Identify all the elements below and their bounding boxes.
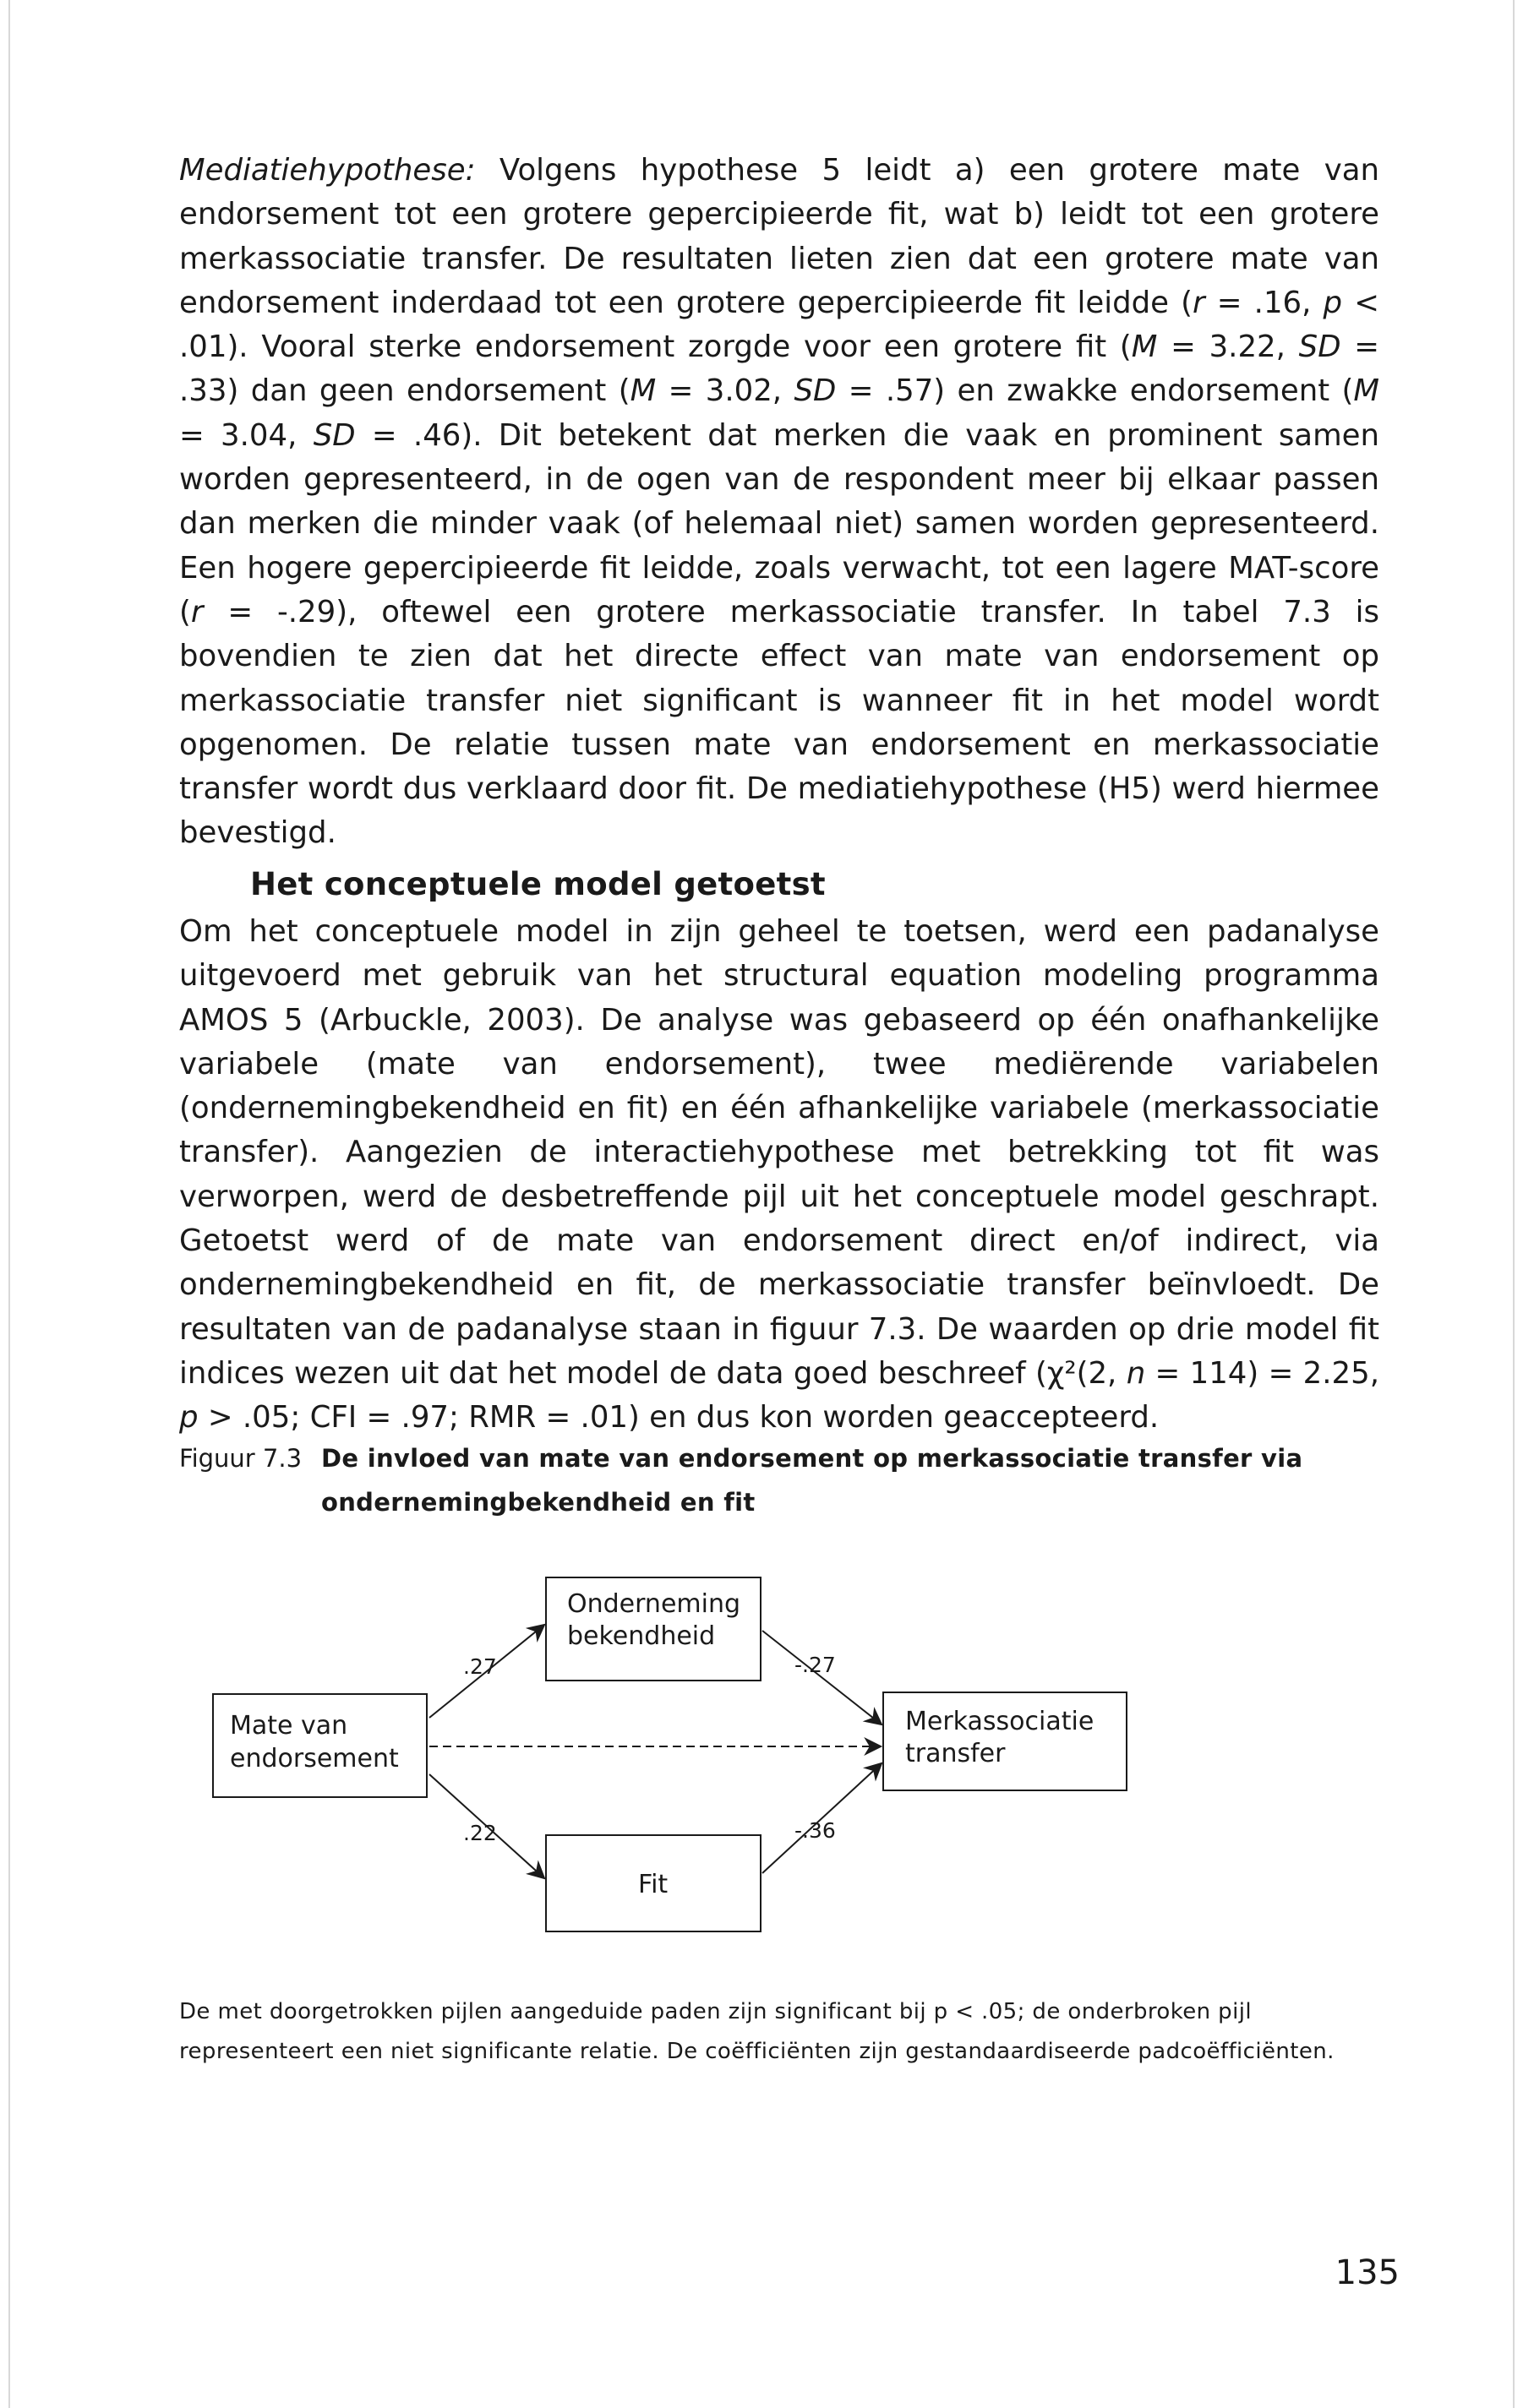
paragraph-text: = .16, bbox=[1204, 285, 1324, 320]
box-label-line: Mate van bbox=[230, 1711, 348, 1741]
arrow-onderneming-to-merkassociatie bbox=[762, 1631, 882, 1724]
stat-symbol: M bbox=[1353, 373, 1379, 409]
paragraph-text: = 3.02, bbox=[656, 373, 794, 409]
box-label-line: transfer bbox=[905, 1739, 1006, 1768]
stat-symbol: r bbox=[1193, 285, 1205, 320]
box-onderneming-bekendheid bbox=[546, 1577, 761, 1681]
page-number: 135 bbox=[1335, 2253, 1400, 2292]
box-label-line: endorsement bbox=[230, 1744, 399, 1773]
paragraph-text: < .01). Vooral sterke endorsement zorgde voor een grotere fit ( bbox=[179, 285, 1379, 365]
paragraph-text: = .46). Dit betekent dat merken die vaak en prominent samen worden gepresenteerd, in de ogen van de respondent meer bij elkaar passen dan merken die minder vaak (of helemaal niet) samen worden gepresenteerd. Een hogere gepercipieerde fit leidde, zoals verwacht, tot een lagere MAT-score ( bbox=[179, 417, 1379, 629]
stat-symbol: p bbox=[179, 1400, 199, 1436]
paragraph-text: = 114) = 2.25, bbox=[1145, 1355, 1379, 1391]
stat-symbol: p bbox=[1323, 285, 1343, 320]
paragraph-text: Om het conceptuele model in zijn geheel te toetsen, werd een padanalyse uitgevoerd met gebruik van het structural equation modeling programma AMOS 5 (Arbuckle, 2003). De analyse was gebaseerd op één onafhankelijke variabele (mate van endorsement), twee mediërende variabelen (ondernemingbekendheid en fit) en één afhankelijke variabele (merkassociatie transfer). Aangezien de interactiehypothese met betrekking tot fit was verworpen, werd de desbetreffende pijl uit het conceptuele model geschrapt. Getoetst werd of de mate van endorsement direct en/of indirect, via ondernemingbekendheid en fit, de merkassociatie transfer beïnvloedt. De resultaten van de padanalyse staan in figuur 7.3. De waarden op drie model fit indices wezen uit dat het model de data goed beschreef (χ²(2, bbox=[179, 914, 1379, 1391]
paragraph-text: = .33) dan geen endorsement ( bbox=[179, 330, 1380, 409]
stat-symbol: n bbox=[1126, 1355, 1146, 1391]
paragraph-text: = 3.04, bbox=[179, 417, 314, 453]
stat-symbol: r bbox=[190, 594, 204, 629]
coefficient-label: .22 bbox=[463, 1821, 497, 1845]
stat-symbol: SD bbox=[794, 373, 837, 409]
figure-note: De met doorgetrokken pijlen aangeduide paden zijn significant bij p < .05; de onderbroken pijl representeert een niet significante relatie. De coëfficiënten zijn gestandaardiseerde padcoëfficiënten. bbox=[179, 1999, 1335, 2064]
stat-symbol: M bbox=[1131, 330, 1158, 365]
coefficient-label: .27 bbox=[463, 1654, 497, 1679]
box-label-line: Onderneming bbox=[567, 1589, 741, 1619]
stat-symbol: M bbox=[630, 373, 657, 409]
box-label-line: Fit bbox=[638, 1870, 669, 1899]
figure-title: De invloed van mate van endorsement op merkassociatie transfer via ondernemingbekendheid en fit bbox=[321, 1444, 1303, 1517]
paragraph-text: > .05; CFI = .97; RMR = .01) en dus kon worden geaccepteerd. bbox=[198, 1400, 1160, 1436]
section-heading: Het conceptuele model getoetst bbox=[250, 866, 826, 902]
paragraph-lead-italic: Mediatiehypothese: bbox=[179, 153, 476, 188]
box-label-line: Merkassociatie bbox=[905, 1707, 1094, 1736]
coefficient-label: -.27 bbox=[794, 1653, 836, 1677]
coefficient-label: -.36 bbox=[794, 1818, 836, 1843]
paragraph-mediatiehypothese bbox=[179, 149, 1379, 856]
figure-label: Figuur 7.3 bbox=[179, 1444, 303, 1473]
box-fit bbox=[546, 1835, 761, 1931]
box-merkassociatie-transfer bbox=[883, 1692, 1127, 1790]
paragraph-text: Volgens hypothese 5 leidt a) een grotere mate van endorsement tot een grotere gepercipieerde fit, wat b) leidt tot een grotere merkassociatie transfer. De resultaten lieten zien dat een grotere mate van endorsement inderdaad tot een grotere gepercipieerde fit leidde ( bbox=[179, 153, 1379, 320]
box-label-line: bekendheid bbox=[567, 1621, 716, 1651]
path-diagram bbox=[203, 1567, 1166, 1943]
paragraph-text: = -.29), oftewel een grotere merkassociatie transfer. In tabel 7.3 is bovendien te zien dat het directe effect van mate van endorsement op merkassociatie transfer niet significant is wanneer fit in het model wordt opgenomen. De relatie tussen mate van endorsement en merkassociatie transfer wordt dus verklaard door fit. De mediatiehypothese (H5) werd hiermee bevestigd. bbox=[179, 594, 1379, 851]
paragraph-text: = .57) en zwakke endorsement ( bbox=[836, 373, 1354, 409]
paragraph-text: = 3.22, bbox=[1157, 330, 1299, 365]
box-mate-van-endorsement bbox=[213, 1694, 427, 1797]
stat-symbol: SD bbox=[1298, 330, 1341, 365]
paragraph-conceptueel-model bbox=[179, 910, 1379, 1441]
stat-symbol: SD bbox=[313, 417, 356, 453]
